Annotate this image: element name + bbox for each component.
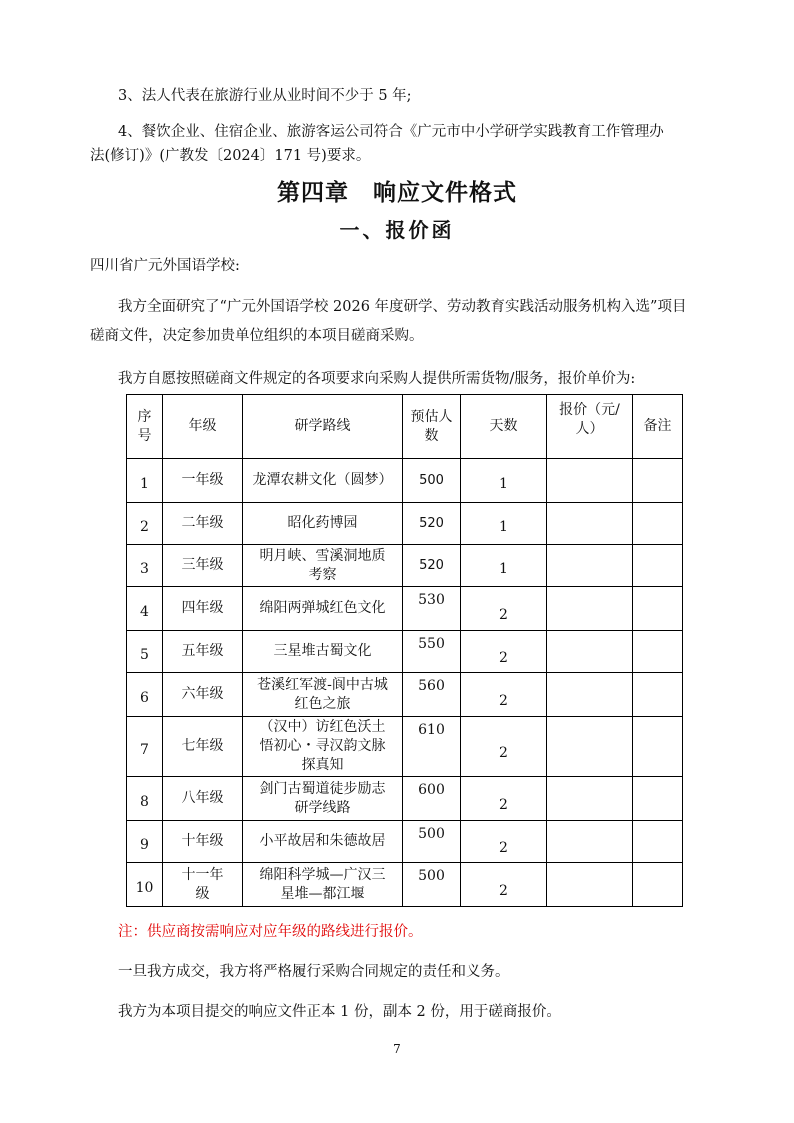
price-cell — [547, 863, 633, 907]
header-seq-line: 号 — [137, 427, 152, 444]
salutation: 四川省广元外国语学校: — [90, 258, 240, 274]
table-row — [127, 673, 683, 717]
table-row — [127, 545, 683, 587]
price-cell — [547, 503, 633, 545]
header-price-line: 报价（元/ — [559, 402, 620, 418]
grade-cell — [163, 821, 243, 863]
route-line: 考察 — [308, 566, 337, 583]
table-row — [127, 587, 683, 631]
grade-line: 二年级 — [181, 515, 224, 531]
remark-cell — [633, 777, 683, 821]
route-line: 星堆—都江堰 — [280, 885, 365, 902]
days-cell: 2 — [461, 863, 547, 907]
route-cell — [243, 673, 403, 717]
grade-cell — [163, 587, 243, 631]
route-line: 悟初心・寻汉韵文脉 — [259, 738, 386, 754]
route-line: 三星堆古蜀文化 — [273, 643, 372, 659]
days-cell: 2 — [461, 673, 547, 717]
table-header-row — [127, 395, 683, 459]
price-cell — [547, 821, 633, 863]
chapter-title: 第四章 响应文件格式 — [277, 180, 517, 206]
price-cell — [547, 673, 633, 717]
remark-cell — [633, 503, 683, 545]
remark-cell — [633, 545, 683, 587]
table-row — [127, 821, 683, 863]
price-cell — [547, 459, 633, 503]
count-cell: 600 — [403, 777, 461, 821]
grade-line: 五年级 — [181, 643, 224, 659]
route-line: （汉中）访红色沃土 — [259, 719, 386, 735]
grade-cell — [163, 717, 243, 777]
count-cell: 550 — [403, 631, 461, 673]
page-number: 7 — [393, 1042, 401, 1056]
header-seq — [127, 395, 163, 459]
route-line: 探真知 — [301, 757, 344, 773]
header-seq-line: 序 — [137, 408, 152, 425]
section-title: 一、报价函 — [339, 218, 455, 242]
route-cell — [243, 821, 403, 863]
grade-line: 三年级 — [181, 557, 224, 573]
count-cell: 500 — [403, 821, 461, 863]
table-row — [127, 631, 683, 673]
table-row — [127, 777, 683, 821]
count-cell: 530 — [403, 587, 461, 631]
closing-line-2: 我方为本项目提交的响应文件正本 1 份，副本 2 份，用于磋商报价。 — [118, 1004, 561, 1020]
grade-line: 十年级 — [181, 833, 224, 849]
header-route: 研学路线 — [243, 395, 403, 459]
grade-cell — [163, 673, 243, 717]
days-cell: 2 — [461, 631, 547, 673]
table-row — [127, 717, 683, 777]
quote-table — [126, 394, 683, 907]
remark-cell — [633, 863, 683, 907]
days-cell: 2 — [461, 821, 547, 863]
seq-cell: 7 — [127, 717, 163, 777]
count-cell: 560 — [403, 673, 461, 717]
route-cell — [243, 503, 403, 545]
route-cell — [243, 459, 403, 503]
seq-cell: 4 — [127, 587, 163, 631]
price-cell — [547, 777, 633, 821]
route-line: 研学线路 — [294, 799, 351, 816]
remark-cell — [633, 673, 683, 717]
count-cell: 520 — [403, 503, 461, 545]
days-cell: 2 — [461, 587, 547, 631]
count-cell: 500 — [403, 863, 461, 907]
header-count-line: 数 — [424, 427, 439, 444]
route-cell — [243, 717, 403, 777]
count-cell: 610 — [403, 717, 461, 777]
seq-cell: 9 — [127, 821, 163, 863]
route-cell — [243, 863, 403, 907]
seq-cell: 8 — [127, 777, 163, 821]
price-cell — [547, 631, 633, 673]
days-cell: 2 — [461, 777, 547, 821]
remark-cell — [633, 631, 683, 673]
count-cell: 500 — [403, 459, 461, 503]
days-cell: 1 — [461, 459, 547, 503]
requirement-4-line1: 4、餐饮企业、住宿企业、旅游客运公司符合《广元市中小学研学实践教育工作管理办 — [118, 124, 664, 140]
route-line: 龙潭农耕文化（圆梦） — [252, 472, 393, 488]
table-row — [127, 503, 683, 545]
body-line-3: 我方自愿按照磋商文件规定的各项要求向采购人提供所需货物/服务，报价单价为: — [118, 371, 636, 387]
grade-line: 级 — [195, 885, 210, 902]
seq-cell: 3 — [127, 545, 163, 587]
seq-cell: 6 — [127, 673, 163, 717]
count-cell: 520 — [403, 545, 461, 587]
remark-cell — [633, 459, 683, 503]
grade-line: 八年级 — [181, 790, 224, 806]
route-line: 小平故居和朱德故居 — [259, 833, 386, 849]
header-price — [547, 395, 633, 459]
seq-cell: 10 — [127, 863, 163, 907]
route-line: 绵阳两弹城红色文化 — [259, 600, 386, 616]
table-row — [127, 863, 683, 907]
closing-line-1: 一旦我方成交，我方将严格履行采购合同规定的责任和义务。 — [118, 964, 510, 980]
grade-line: 六年级 — [181, 686, 224, 702]
seq-cell: 2 — [127, 503, 163, 545]
body-line-1: 我方全面研究了“广元外国语学校 2026 年度研学、劳动教育实践活动服务机构入选”项目 — [118, 299, 687, 315]
route-cell — [243, 631, 403, 673]
grade-line: 十一年 — [181, 866, 224, 883]
route-line: 明月峡、雪溪洞地质 — [259, 547, 386, 564]
route-line: 苍溪红军渡-阆中古城 — [257, 676, 388, 693]
seq-cell: 5 — [127, 631, 163, 673]
body-line-2: 磋商文件，决定参加贵单位组织的本项目磋商采购。 — [90, 328, 424, 344]
days-cell: 1 — [461, 545, 547, 587]
route-line: 昭化药博园 — [287, 515, 358, 531]
remark-cell — [633, 587, 683, 631]
pricing-note: 注：供应商按需响应对应年级的路线进行报价。 — [118, 924, 423, 940]
route-line: 绵阳科学城—广汉三 — [259, 866, 386, 883]
header-days: 天数 — [461, 395, 547, 459]
route-line: 剑门古蜀道徒步励志 — [259, 780, 386, 797]
days-cell: 1 — [461, 503, 547, 545]
requirement-4-line2: 法(修订)》(广教发〔2024〕171 号)要求。 — [90, 148, 371, 164]
route-line: 红色之旅 — [294, 695, 351, 712]
grade-cell — [163, 863, 243, 907]
days-cell: 2 — [461, 717, 547, 777]
requirement-3: 3、法人代表在旅游行业从业时间不少于 5 年; — [118, 88, 412, 104]
grade-cell — [163, 631, 243, 673]
grade-cell — [163, 777, 243, 821]
price-cell — [547, 587, 633, 631]
grade-cell — [163, 545, 243, 587]
grade-line: 一年级 — [181, 472, 224, 488]
grade-cell — [163, 459, 243, 503]
seq-cell: 1 — [127, 459, 163, 503]
grade-line: 七年级 — [181, 738, 224, 754]
header-count-line: 预估人 — [410, 408, 453, 425]
route-cell — [243, 545, 403, 587]
header-price-line: 人） — [575, 421, 604, 437]
grade-line: 四年级 — [181, 600, 224, 616]
header-count — [403, 395, 461, 459]
header-grade: 年级 — [163, 395, 243, 459]
remark-cell — [633, 821, 683, 863]
table-row — [127, 459, 683, 503]
remark-cell — [633, 717, 683, 777]
header-remark: 备注 — [633, 395, 683, 459]
route-cell — [243, 587, 403, 631]
route-cell — [243, 777, 403, 821]
price-cell — [547, 717, 633, 777]
price-cell — [547, 545, 633, 587]
grade-cell — [163, 503, 243, 545]
